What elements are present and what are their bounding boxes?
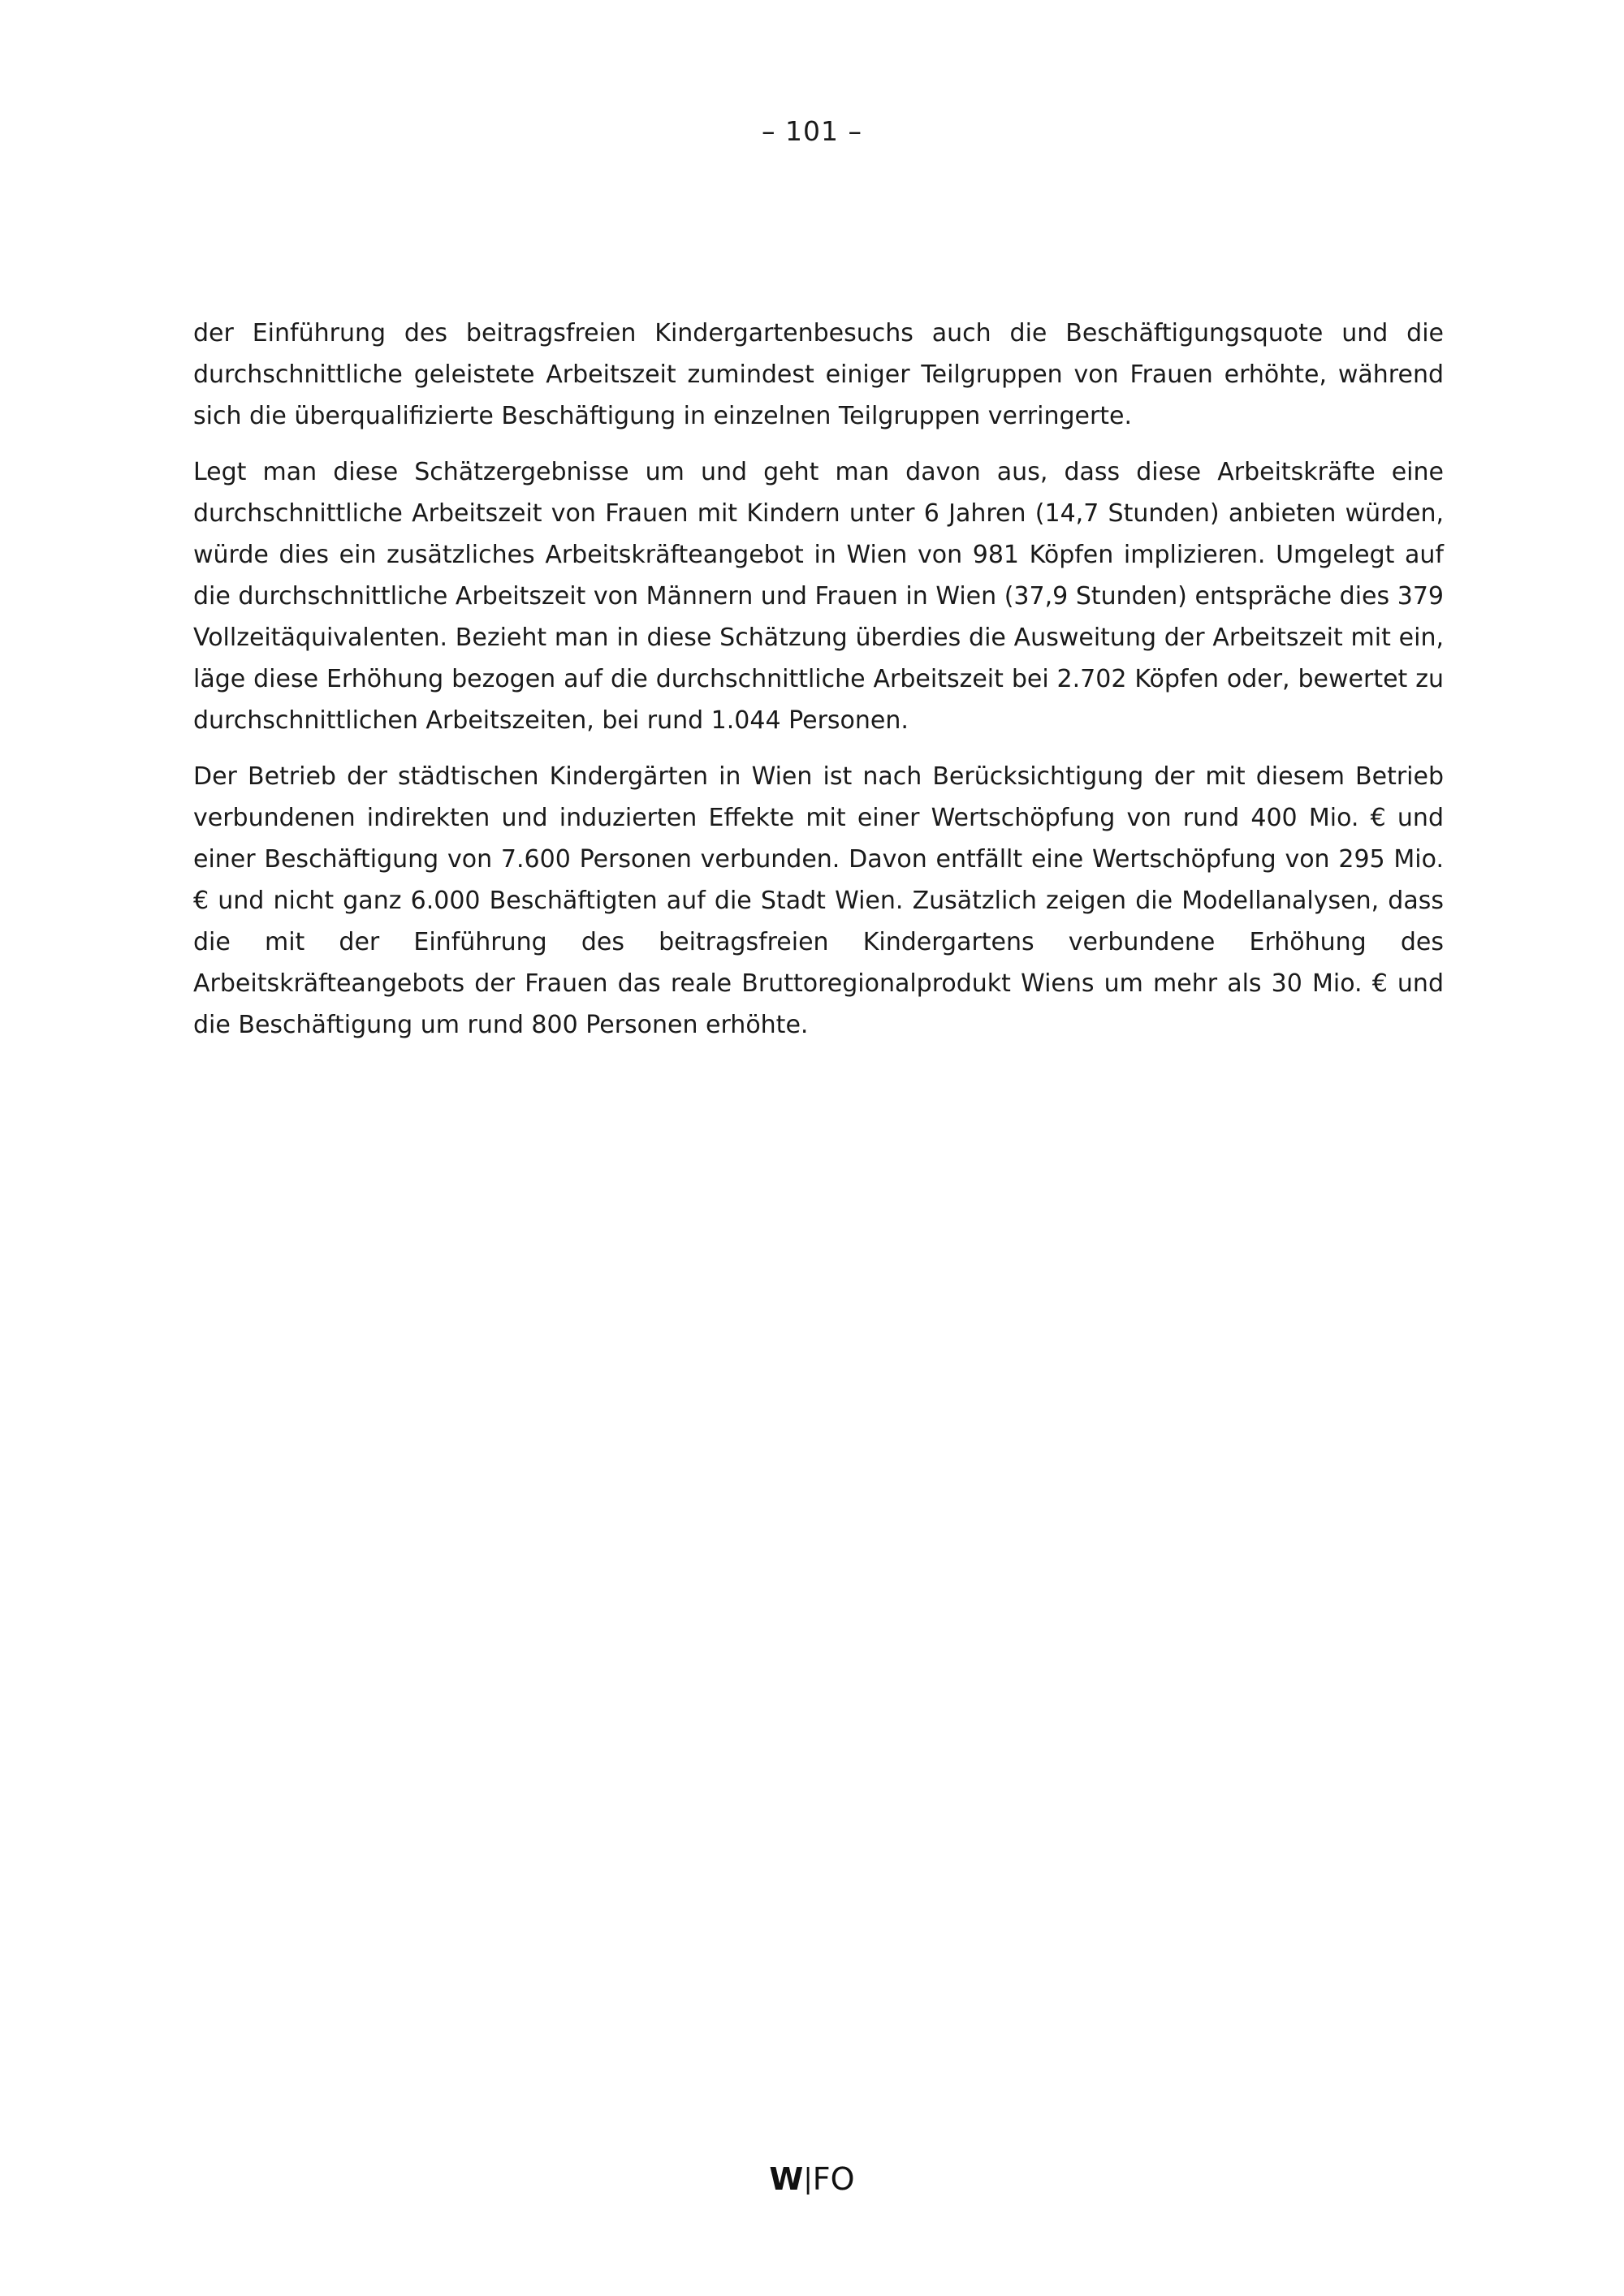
paragraph-3: Der Betrieb der städtischen Kindergärten in Wien ist nach Berücksichtigung der mit diesem Betrieb verbundenen indirekten und induzierten Effekte mit einer Wertschöpfung von rund 400 Mio. € und einer Beschäftigung von 7.600 Personen verbunden. Davon entfällt eine Wertschöpfung von 295 Mio. € und nicht ganz 6.000 Beschäftigten auf die Stadt Wien. Zusätzlich zeigen die Modellanalysen, dass die mit der Einführung des beitragsfreien Kindergartens verbundene Erhöhung des Arbeitskräfteangebots der Frauen das reale Bruttoregionalprodukt Wiens um mehr als 30 Mio. € und die Beschäftigung um rund 800 Personen erhöhte. (193, 762, 1444, 1039)
paragraph-1: der Einführung des beitragsfreien Kindergartenbesuchs auch die Beschäftigungsquote und die durchschnittliche geleistete Arbeitszeit zumindest einiger Teilgruppen von Frauen erhöhte, während sich die überqualifizierte Beschäftigung in einzelnen Teilgruppen verringerte. (193, 319, 1444, 430)
page-number: – 101 – (762, 115, 862, 147)
body-text (193, 313, 1444, 1060)
paragraph-2: Legt man diese Schätzergebnisse um und geht man davon aus, dass diese Arbeitskräfte eine durchschnittliche Arbeitszeit von Frauen mit Kindern unter 6 Jahren (14,7 Stunden) anbieten würden, würde dies ein zusätzliches Arbeitskräfteangebot in Wien von 981 Köpfen implizieren. Umgelegt auf die durchschnittliche Arbeitszeit von Männern und Frauen in Wien (37,9 Stunden) entspräche dies 379 Vollzeitäquivalenten. Bezieht man in diese Schätzung überdies die Ausweitung der Arbeitszeit mit ein, läge diese Erhöhung bezogen auf die durchschnittliche Arbeitszeit bei 2.702 Köpfen oder, bewertet zu durchschnittlichen Arbeitszeiten, bei rund 1.044 Personen. (193, 458, 1444, 735)
wifo-logo: W|FO (769, 2161, 855, 2197)
